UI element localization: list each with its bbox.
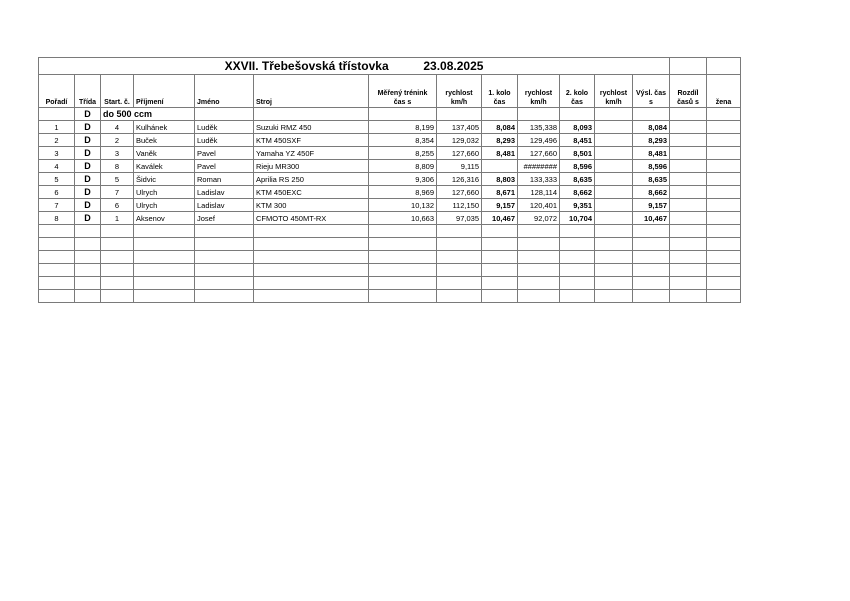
lap2-speed-cell xyxy=(595,134,633,147)
lap1-time-cell: 8,481 xyxy=(482,147,518,160)
empty-cell xyxy=(195,225,254,238)
empty-cell xyxy=(633,225,670,238)
empty-cell xyxy=(254,225,369,238)
empty-cell xyxy=(134,290,195,303)
lap1-speed-cell: 133,333 xyxy=(518,173,560,186)
lap1-speed-cell: 128,114 xyxy=(518,186,560,199)
lap2-time-cell: 9,351 xyxy=(560,199,595,212)
machine-cell: KTM 300 xyxy=(254,199,369,212)
first-name-cell: Pavel xyxy=(195,147,254,160)
women-cell xyxy=(707,160,741,173)
lap1-speed-cell: 129,496 xyxy=(518,134,560,147)
first-name-cell: Luděk xyxy=(195,121,254,134)
empty-cell xyxy=(75,225,101,238)
empty-cell xyxy=(633,251,670,264)
empty-cell xyxy=(195,277,254,290)
table-row xyxy=(39,173,741,186)
empty-cell xyxy=(134,238,195,251)
lap2-speed-cell xyxy=(595,173,633,186)
training-time-cell: 8,199 xyxy=(369,121,437,134)
difference-cell xyxy=(670,134,707,147)
class-cell: D xyxy=(75,121,101,134)
empty-cell xyxy=(482,238,518,251)
empty-cell xyxy=(670,264,707,277)
women-cell xyxy=(707,212,741,225)
final-time-cell: 8,662 xyxy=(633,186,670,199)
empty-cell xyxy=(595,251,633,264)
start-number-cell: 3 xyxy=(101,147,134,160)
header-rychlost-kolo1: rychlost km/h xyxy=(518,75,560,108)
rank-cell: 4 xyxy=(39,160,75,173)
first-name-cell: Roman xyxy=(195,173,254,186)
table-row xyxy=(39,186,741,199)
class-code: D xyxy=(75,108,101,121)
training-time-cell: 8,809 xyxy=(369,160,437,173)
empty-cell xyxy=(437,251,482,264)
lap1-time-cell: 8,803 xyxy=(482,173,518,186)
training-time-cell: 8,969 xyxy=(369,186,437,199)
header-start: Start. č. xyxy=(101,75,134,108)
results-table xyxy=(38,57,741,303)
empty-cell xyxy=(101,238,134,251)
machine-cell: CFMOTO 450MT-RX xyxy=(254,212,369,225)
empty-cell xyxy=(707,225,741,238)
empty-cell xyxy=(707,251,741,264)
table-row xyxy=(39,134,741,147)
header-jmeno: Jméno xyxy=(195,75,254,108)
class-label: do 500 ccm xyxy=(101,108,195,121)
empty-cell xyxy=(560,264,595,277)
empty-cell xyxy=(437,277,482,290)
empty-cell xyxy=(560,277,595,290)
training-speed-cell: 137,405 xyxy=(437,121,482,134)
class-cell: D xyxy=(75,160,101,173)
empty-cell xyxy=(195,264,254,277)
empty-cell xyxy=(560,238,595,251)
empty-cell xyxy=(518,264,560,277)
lap1-time-cell xyxy=(482,160,518,173)
empty-cell xyxy=(518,251,560,264)
empty-cell xyxy=(254,290,369,303)
header-zena: žena xyxy=(707,75,741,108)
lap1-speed-cell: 135,338 xyxy=(518,121,560,134)
training-time-cell: 8,255 xyxy=(369,147,437,160)
machine-cell: Suzuki RMZ 450 xyxy=(254,121,369,134)
training-time-cell: 10,132 xyxy=(369,199,437,212)
lap1-time-cell: 8,293 xyxy=(482,134,518,147)
rank-cell: 7 xyxy=(39,199,75,212)
empty-cell xyxy=(437,290,482,303)
empty-row xyxy=(39,277,741,290)
training-time-cell: 10,663 xyxy=(369,212,437,225)
empty-cell xyxy=(369,251,437,264)
surname-cell: Ulrych xyxy=(134,199,195,212)
difference-cell xyxy=(670,121,707,134)
empty-cell xyxy=(39,277,75,290)
lap2-speed-cell xyxy=(595,121,633,134)
empty-cell xyxy=(482,290,518,303)
empty-cell xyxy=(670,277,707,290)
empty-cell xyxy=(707,277,741,290)
class-cell: D xyxy=(75,134,101,147)
header-trida: Třída xyxy=(75,75,101,108)
final-time-cell: 9,157 xyxy=(633,199,670,212)
start-number-cell: 6 xyxy=(101,199,134,212)
final-time-cell: 8,481 xyxy=(633,147,670,160)
empty-cell xyxy=(254,277,369,290)
table-row xyxy=(39,160,741,173)
surname-cell: Kaválek xyxy=(134,160,195,173)
empty-cell xyxy=(101,225,134,238)
empty-cell xyxy=(595,277,633,290)
final-time-cell: 10,467 xyxy=(633,212,670,225)
empty-cell xyxy=(670,251,707,264)
empty-cell xyxy=(518,290,560,303)
final-time-cell: 8,084 xyxy=(633,121,670,134)
machine-cell: KTM 450EXC xyxy=(254,186,369,199)
class-cell: D xyxy=(75,173,101,186)
lap2-time-cell: 8,093 xyxy=(560,121,595,134)
class-cell: D xyxy=(75,186,101,199)
empty-cell xyxy=(195,290,254,303)
header-rychlost-trenink: rychlost km/h xyxy=(437,75,482,108)
table-row xyxy=(39,212,741,225)
lap2-time-cell: 10,704 xyxy=(560,212,595,225)
empty-cell xyxy=(437,225,482,238)
lap2-speed-cell xyxy=(595,199,633,212)
rank-cell: 1 xyxy=(39,121,75,134)
training-speed-cell: 112,150 xyxy=(437,199,482,212)
start-number-cell: 5 xyxy=(101,173,134,186)
start-number-cell: 8 xyxy=(101,160,134,173)
rank-cell: 3 xyxy=(39,147,75,160)
lap2-time-cell: 8,635 xyxy=(560,173,595,186)
header-kolo1: 1. kolo čas xyxy=(482,75,518,108)
empty-cell xyxy=(437,264,482,277)
lap2-time-cell: 8,662 xyxy=(560,186,595,199)
lap2-time-cell: 8,596 xyxy=(560,160,595,173)
empty-cell xyxy=(595,238,633,251)
rank-cell: 5 xyxy=(39,173,75,186)
women-cell xyxy=(707,199,741,212)
class-cell: D xyxy=(75,199,101,212)
difference-cell xyxy=(670,147,707,160)
first-name-cell: Ladislav xyxy=(195,199,254,212)
training-speed-cell: 97,035 xyxy=(437,212,482,225)
empty-cell xyxy=(195,238,254,251)
training-time-cell: 9,306 xyxy=(369,173,437,186)
empty-cell xyxy=(633,290,670,303)
empty-cell xyxy=(369,238,437,251)
empty-cell xyxy=(39,225,75,238)
empty-cell xyxy=(369,264,437,277)
empty-cell xyxy=(670,238,707,251)
first-name-cell: Josef xyxy=(195,212,254,225)
surname-cell: Ulrych xyxy=(134,186,195,199)
empty-cell xyxy=(39,238,75,251)
header-vysledny-cas: Výsl. čas s xyxy=(633,75,670,108)
training-speed-cell: 127,660 xyxy=(437,147,482,160)
women-cell xyxy=(707,134,741,147)
first-name-cell: Luděk xyxy=(195,134,254,147)
empty-cell xyxy=(482,277,518,290)
machine-cell: Rieju MR300 xyxy=(254,160,369,173)
empty-cell xyxy=(369,277,437,290)
empty-cell xyxy=(75,264,101,277)
empty-cell xyxy=(75,290,101,303)
final-time-cell: 8,635 xyxy=(633,173,670,186)
first-name-cell: Ladislav xyxy=(195,186,254,199)
empty-cell xyxy=(670,290,707,303)
training-speed-cell: 129,032 xyxy=(437,134,482,147)
lap1-time-cell: 9,157 xyxy=(482,199,518,212)
header-poradi: Pořadí xyxy=(39,75,75,108)
class-cell: D xyxy=(75,212,101,225)
women-cell xyxy=(707,121,741,134)
header-rozdil: Rozdíl časů s xyxy=(670,75,707,108)
empty-cell xyxy=(595,225,633,238)
lap1-time-cell: 8,671 xyxy=(482,186,518,199)
surname-cell: Kulhánek xyxy=(134,121,195,134)
training-speed-cell: 9,115 xyxy=(437,160,482,173)
empty-cell xyxy=(134,225,195,238)
empty-cell xyxy=(482,264,518,277)
surname-cell: Buček xyxy=(134,134,195,147)
empty-cell xyxy=(633,277,670,290)
women-cell xyxy=(707,186,741,199)
empty-cell xyxy=(254,238,369,251)
event-date: 23.08.2025 xyxy=(423,58,484,73)
empty-cell xyxy=(633,238,670,251)
empty-row xyxy=(39,225,741,238)
table-row xyxy=(39,147,741,160)
empty-row xyxy=(39,290,741,303)
class-row xyxy=(39,108,741,121)
start-number-cell: 1 xyxy=(101,212,134,225)
empty-cell xyxy=(707,238,741,251)
header-prijmeni: Příjmení xyxy=(134,75,195,108)
header-trenink: Měřený trénink čas s xyxy=(369,75,437,108)
empty-cell xyxy=(101,290,134,303)
event-title: XXVII. Třebešovská třístovka xyxy=(224,58,389,73)
empty-row xyxy=(39,238,741,251)
difference-cell xyxy=(670,199,707,212)
start-number-cell: 7 xyxy=(101,186,134,199)
empty-cell xyxy=(369,290,437,303)
rank-cell: 2 xyxy=(39,134,75,147)
empty-cell xyxy=(560,290,595,303)
empty-cell xyxy=(254,251,369,264)
empty-cell xyxy=(75,238,101,251)
surname-cell: Šidvic xyxy=(134,173,195,186)
empty-cell xyxy=(482,225,518,238)
lap2-time-cell: 8,451 xyxy=(560,134,595,147)
first-name-cell: Pavel xyxy=(195,160,254,173)
empty-cell xyxy=(134,251,195,264)
empty-cell xyxy=(369,225,437,238)
empty-cell xyxy=(560,251,595,264)
lap1-time-cell: 8,084 xyxy=(482,121,518,134)
machine-cell: Aprilia RS 250 xyxy=(254,173,369,186)
table-row xyxy=(39,121,741,134)
header-stroj: Stroj xyxy=(254,75,369,108)
title-row xyxy=(39,58,741,75)
empty-cell xyxy=(482,251,518,264)
surname-cell: Vaněk xyxy=(134,147,195,160)
empty-cell xyxy=(670,225,707,238)
empty-cell xyxy=(195,251,254,264)
empty-cell xyxy=(101,264,134,277)
header-row xyxy=(39,75,741,108)
lap1-speed-cell: 92,072 xyxy=(518,212,560,225)
empty-cell xyxy=(595,264,633,277)
rank-cell: 6 xyxy=(39,186,75,199)
empty-cell xyxy=(595,290,633,303)
lap1-time-cell: 10,467 xyxy=(482,212,518,225)
table-row xyxy=(39,199,741,212)
difference-cell xyxy=(670,173,707,186)
empty-cell xyxy=(633,264,670,277)
machine-cell: Yamaha YZ 450F xyxy=(254,147,369,160)
empty-row xyxy=(39,264,741,277)
empty-cell xyxy=(39,290,75,303)
header-rychlost-kolo2: rychlost km/h xyxy=(595,75,633,108)
lap2-speed-cell xyxy=(595,186,633,199)
lap2-speed-cell xyxy=(595,212,633,225)
lap1-speed-cell: ######## xyxy=(518,160,560,173)
empty-cell xyxy=(134,264,195,277)
empty-cell xyxy=(39,251,75,264)
surname-cell: Aksenov xyxy=(134,212,195,225)
empty-cell xyxy=(101,251,134,264)
empty-cell xyxy=(707,290,741,303)
empty-cell xyxy=(75,251,101,264)
empty-cell xyxy=(560,225,595,238)
lap2-speed-cell xyxy=(595,147,633,160)
empty-cell xyxy=(39,264,75,277)
event-title-cell xyxy=(39,58,670,75)
final-time-cell: 8,293 xyxy=(633,134,670,147)
empty-cell xyxy=(518,238,560,251)
class-cell: D xyxy=(75,147,101,160)
training-speed-cell: 126,316 xyxy=(437,173,482,186)
machine-cell: KTM 450SXF xyxy=(254,134,369,147)
lap2-speed-cell xyxy=(595,160,633,173)
difference-cell xyxy=(670,160,707,173)
empty-row xyxy=(39,251,741,264)
empty-cell xyxy=(134,277,195,290)
lap1-speed-cell: 127,660 xyxy=(518,147,560,160)
final-time-cell: 8,596 xyxy=(633,160,670,173)
training-speed-cell: 127,660 xyxy=(437,186,482,199)
header-kolo2: 2. kolo čas xyxy=(560,75,595,108)
difference-cell xyxy=(670,212,707,225)
start-number-cell: 4 xyxy=(101,121,134,134)
empty-cell xyxy=(518,225,560,238)
empty-cell xyxy=(101,277,134,290)
empty-cell xyxy=(518,277,560,290)
women-cell xyxy=(707,147,741,160)
lap1-speed-cell: 120,401 xyxy=(518,199,560,212)
start-number-cell: 2 xyxy=(101,134,134,147)
training-time-cell: 8,354 xyxy=(369,134,437,147)
lap2-time-cell: 8,501 xyxy=(560,147,595,160)
women-cell xyxy=(707,173,741,186)
difference-cell xyxy=(670,186,707,199)
empty-cell xyxy=(254,264,369,277)
empty-cell xyxy=(437,238,482,251)
empty-cell xyxy=(707,264,741,277)
empty-cell xyxy=(75,277,101,290)
rank-cell: 8 xyxy=(39,212,75,225)
